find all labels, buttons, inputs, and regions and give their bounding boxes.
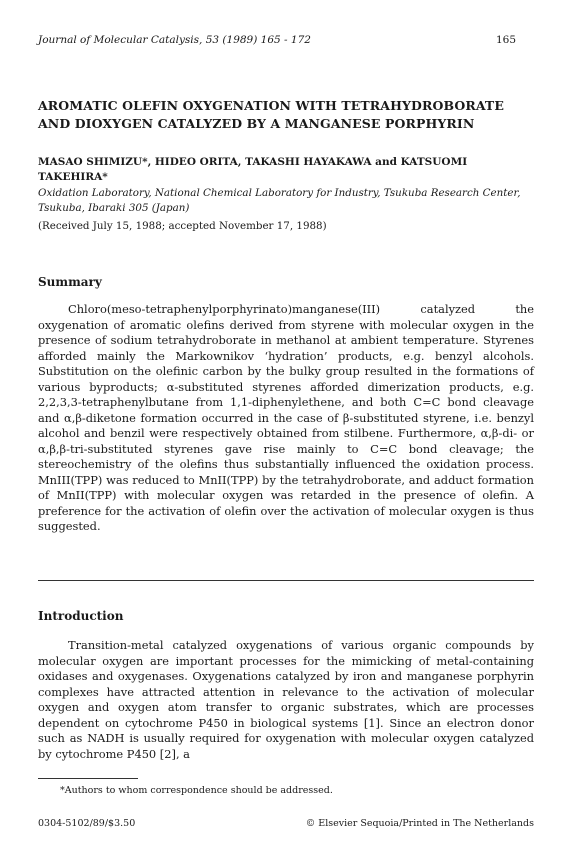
introduction-section: [38, 638, 534, 762]
section-divider: [38, 580, 534, 581]
summary-paragraph: Chloro(meso-tetraphenylporphyrinato)manganese(III) catalyzed the oxygenation of aromatic olefins derived from styrene with molecular oxygen in the presence of sodium tetrahydroborate in methanol at ambient temperature. Styrenes afforded mainly the Markownikov ‘hydration’ products, e.g. benzyl alcohols. Substitution on the olefinic carbon by the bulky group resulted in the formations of various byproducts; α-substituted styrenes afforded dimerization products, e.g. 2,2,3,3-tetraphenylbutane from 1,1-diphenylethene, and both C=C bond cleavage and α,β-diketone formation occurred in the case of β-substituted styrene, i.e. benzyl alcohol and benzil were respectively obtained from stilbene. Furthermore, α,β-di- or α,β,β-tri-substituted styrenes gave rise mainly to C=C bond cleavage; the stereochemistry of the olefins thus substantially influenced the oxidation process. MnIII(TPP) was reduced to MnII(TPP) by the tetrahydroborate, and adduct formation of MnII(TPP) with molecular oxygen was retarded in the presence of olefin. A preference for the activation of olefin over the activation of molecular oxygen is thus suggested.: [38, 302, 534, 533]
author-affiliation: Oxidation Laboratory, National Chemical Laboratory for Industry, Tsukuba Research Center, Tsukuba, Ibaraki 305 (Japan): [38, 187, 521, 214]
article-authors: MASAO SHIMIZU*, HIDEO ORITA, TAKASHI HAYAKAWA and KATSUOMI TAKEHIRA*: [38, 156, 468, 183]
introduction-paragraph: Transition-metal catalyzed oxygenations of various organic compounds by molecular oxygen are important processes for the mimicking of metal-containing oxidases and oxygenases. Oxygenations catalyzed by iron and manganese porphyrin complexes have attracted attention in relevance to the activation of molecular oxygen and oxygen atom transfer to organic substrates, which are processes dependent on cytochrome P450 in biological systems [1]. Since an electron donor such as NADH is usually required for oxygenation with molecular oxygen catalyzed by cytochrome P450 [2], a: [38, 638, 534, 761]
received-dates: (Received July 15, 1988; accepted November 17, 1988): [38, 220, 327, 232]
article-title: AROMATIC OLEFIN OXYGENATION WITH TETRAHYDROBORATE AND DIOXYGEN CATALYZED BY A MANGANESE PORPHYRIN: [38, 98, 504, 131]
price-code: 0304-5102/89/$3.50: [38, 818, 136, 829]
introduction-heading: Introduction: [38, 609, 124, 623]
footnote: *Authors to whom correspondence should be addressed.: [60, 785, 333, 796]
summary-heading: Summary: [38, 275, 102, 289]
summary-section: [38, 302, 534, 535]
publisher-line: © Elsevier Sequoia/Printed in The Netherlands: [305, 818, 534, 829]
footnote-divider: [38, 778, 138, 779]
page-number: 165: [495, 34, 516, 46]
running-head: [38, 34, 516, 46]
journal-citation: Journal of Molecular Catalysis, 53 (1989) 165 - 172: [38, 34, 311, 46]
